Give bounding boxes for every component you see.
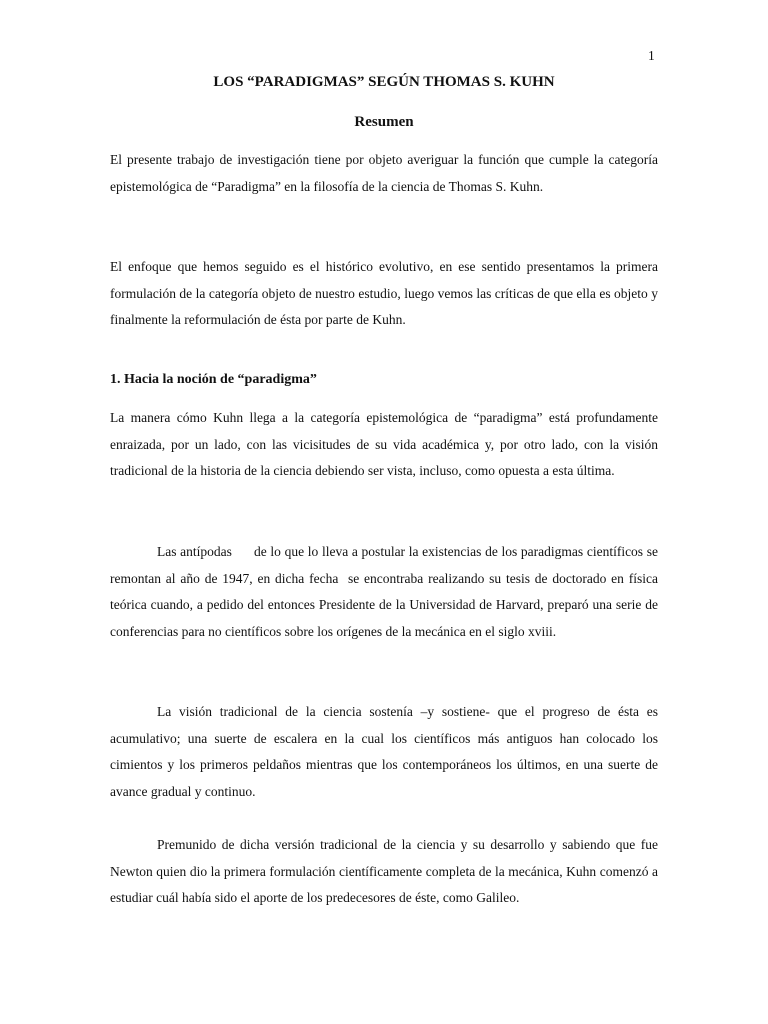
- document-title: LOS “PARADIGMAS” SEGÚN THOMAS S. KUHN: [213, 74, 555, 90]
- body-paragraph: La visión tradicional de la ciencia sostenía –y sostiene- que el progreso de ésta es acumulativo; una suerte de escalera en la cual los científicos más antiguos han colocado los cimientos y los primeros peldaños mientras que los contemporáneos los últimos, en una suerte de avance gradual y continuo.: [110, 704, 658, 799]
- abstract-paragraph: El enfoque que hemos seguido es el histórico evolutivo, en ese sentido presentamos la primera formulación de la categoría objeto de nuestro estudio, luego vemos las críticas de que ella es objeto y finalmente la reformulación de ésta por parte de Kuhn.: [110, 259, 658, 328]
- body-paragraph: La manera cómo Kuhn llega a la categoría epistemológica de “paradigma” está profundamente enraizada, por un lado, con las vicisitudes de su vida académica y, por otro lado, con la visión tradicional de la historia de la ciencia debiendo ser vista, incluso, como opuesta a esta última.: [110, 410, 658, 479]
- abstract-heading: Resumen: [354, 114, 414, 130]
- section-heading: 1. Hacia la noción de “paradigma”: [110, 372, 317, 387]
- body-paragraph: Premunido de dicha versión tradicional de la ciencia y su desarrollo y sabiendo que fue Newton quien dio la primera formulación científicamente completa de la mecánica, Kuhn comenzó a estudiar cuál había sido el aporte de los predecesores de éste, como Galileo.: [110, 837, 658, 906]
- abstract-paragraph: El presente trabajo de investigación tiene por objeto averiguar la función que cumple la categoría epistemológica de “Paradigma” en la filosofía de la ciencia de Thomas S. Kuhn.: [110, 152, 658, 194]
- page-number: 1: [648, 48, 655, 63]
- body-paragraph: Las antípodas de lo que lo lleva a postular la existencias de los paradigmas científicos se remontan al año de 1947, en dicha fecha se encontraba realizando su tesis de doctorado en física teórica cuando, a pedido del entonces Presidente de la Universidad de Harvard, preparó una serie de conferencias para no científicos sobre los orígenes de la mecánica en el siglo xviii.: [110, 544, 662, 639]
